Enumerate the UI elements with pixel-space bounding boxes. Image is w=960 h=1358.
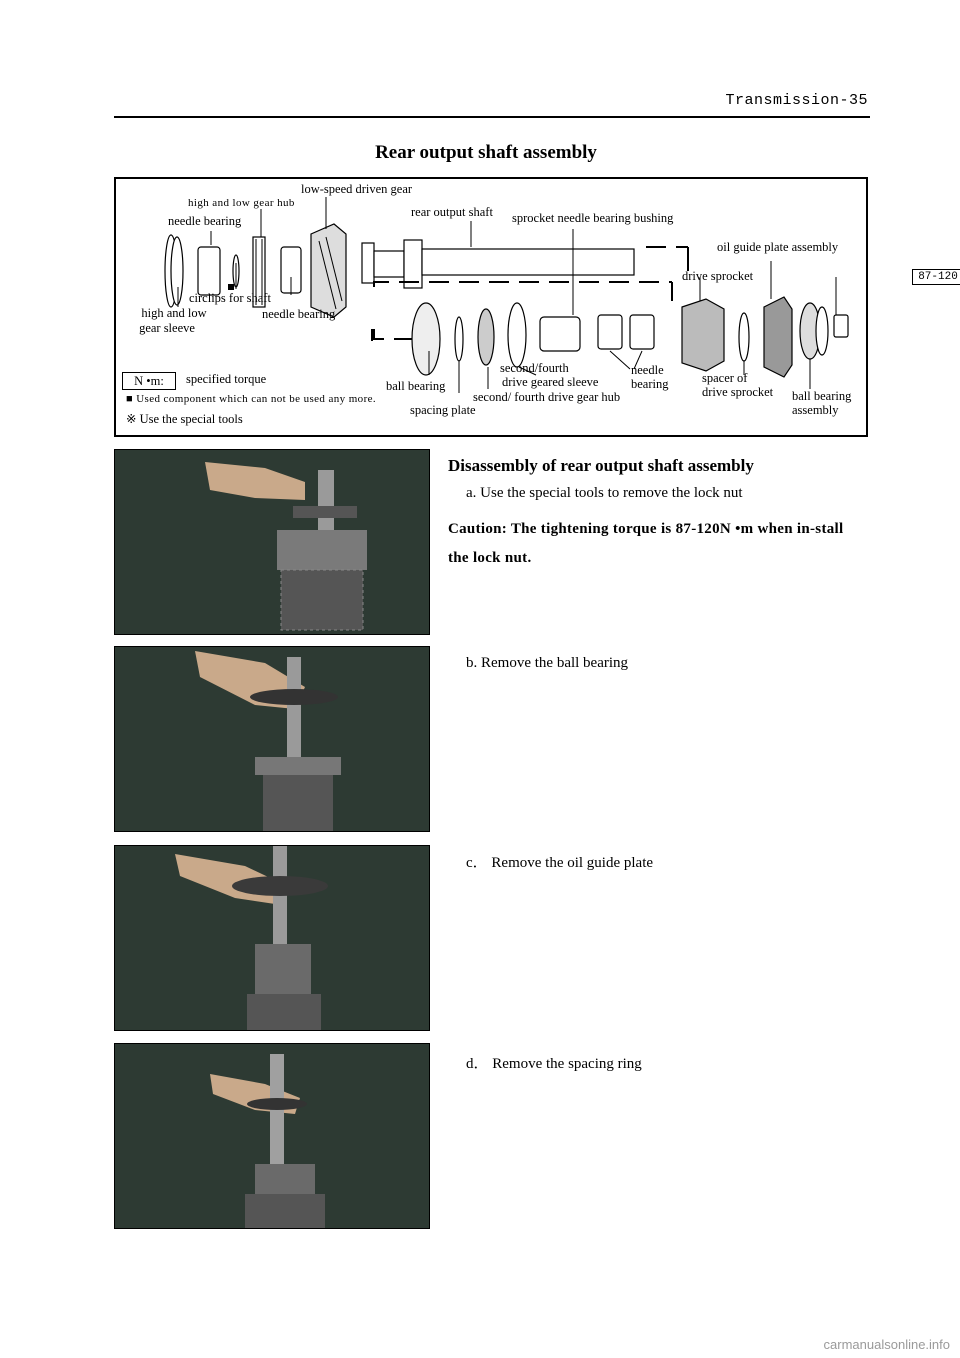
label-spacing-plate: spacing plate — [410, 403, 476, 417]
second-fourth-sleeve-part — [508, 303, 526, 367]
label-ball-bearing-assembly-2: assembly — [792, 403, 839, 417]
low-speed-driven-gear-part — [311, 224, 346, 317]
spacing-plate-part — [455, 317, 463, 361]
photo-remove-lock-nut-drawing — [115, 450, 430, 635]
label-needle-bearing-bottom: needle bearing — [262, 307, 336, 321]
step-d: d． Remove the spacing ring — [466, 1056, 642, 1072]
lock-nut-part — [834, 315, 848, 337]
legend-special-tools: ※ Use the special tools — [126, 412, 243, 426]
label-oil-guide-plate: oil guide plate assembly — [717, 240, 839, 254]
photo-remove-lock-nut — [114, 449, 430, 635]
label-spacer-2: drive sprocket — [702, 385, 774, 399]
drive-sprocket-part — [682, 299, 724, 371]
legend-specified-torque: specified torque — [186, 372, 267, 386]
caution-note: Caution: The tightening torque is 87-120N •m when in-stall the lock nut. — [448, 521, 844, 566]
label-needle-bearing-top: needle bearing — [168, 214, 242, 228]
needle-bearing-part — [198, 247, 220, 295]
non-reusable-marker — [228, 284, 234, 290]
step-c: c． Remove the oil guide plate — [466, 855, 654, 871]
photo-remove-spacing-ring-drawing — [115, 1044, 430, 1229]
label-needle-2: bearing — [631, 377, 669, 391]
label-high-low-sleeve-2: gear sleeve — [139, 321, 195, 335]
spacer-part — [739, 313, 749, 361]
label-drive-sprocket: drive sprocket — [682, 269, 754, 283]
photo-remove-oil-guide-plate-drawing — [115, 846, 430, 1031]
label-needle-1: needle — [631, 363, 664, 377]
header-rule — [114, 116, 870, 118]
label-second-fourth-2: drive geared sleeve — [502, 375, 599, 389]
label-low-speed-driven-gear: low-speed driven gear — [301, 182, 413, 196]
rear-output-shaft-part — [422, 249, 634, 275]
label-second-fourth-hub: second/ fourth drive gear hub — [473, 390, 621, 404]
label-ball-bearing-assembly-1: ball bearing — [792, 389, 852, 403]
exploded-diagram — [114, 177, 958, 437]
page-title: Rear output shaft assembly — [375, 142, 597, 163]
label-high-low-gear-hub: high and low gear hub — [188, 197, 295, 209]
label-circlips: circlips for shaft — [189, 291, 271, 305]
sprocket-bushing-part — [540, 317, 580, 351]
photo-remove-ball-bearing-drawing — [115, 647, 430, 832]
step-a: a. Use the special tools to remove the lock nut — [466, 485, 743, 501]
step-b: b. Remove the ball bearing — [466, 655, 629, 671]
oil-guide-plate-part — [764, 297, 792, 377]
label-second-fourth-1: second/fourth — [500, 361, 569, 375]
photo-remove-oil-guide-plate — [114, 845, 430, 1031]
legend-used-component: ■ Used component which can not be used any more. — [126, 393, 377, 405]
needle-bearing-lower-part — [598, 315, 622, 349]
page-header: Transmission-35 — [725, 92, 868, 109]
section-title: Disassembly of rear output shaft assembly — [448, 456, 754, 475]
label-ball-bearing: ball bearing — [386, 379, 446, 393]
second-fourth-hub-part — [478, 309, 494, 365]
legend-nm-box: N •m: — [122, 372, 176, 390]
photo-remove-spacing-ring — [114, 1043, 430, 1229]
torque-value-box: 87-120 — [912, 269, 960, 285]
label-high-low-sleeve-1: high and low — [141, 306, 207, 320]
label-rear-output-shaft: rear output shaft — [411, 205, 493, 219]
label-sprocket-bushing: sprocket needle bearing bushing — [512, 211, 674, 225]
label-spacer-1: spacer of — [702, 371, 748, 385]
ball-bearing-part — [412, 303, 440, 375]
photo-remove-ball-bearing — [114, 646, 430, 832]
watermark: carmanualsonline.info — [823, 1337, 950, 1352]
